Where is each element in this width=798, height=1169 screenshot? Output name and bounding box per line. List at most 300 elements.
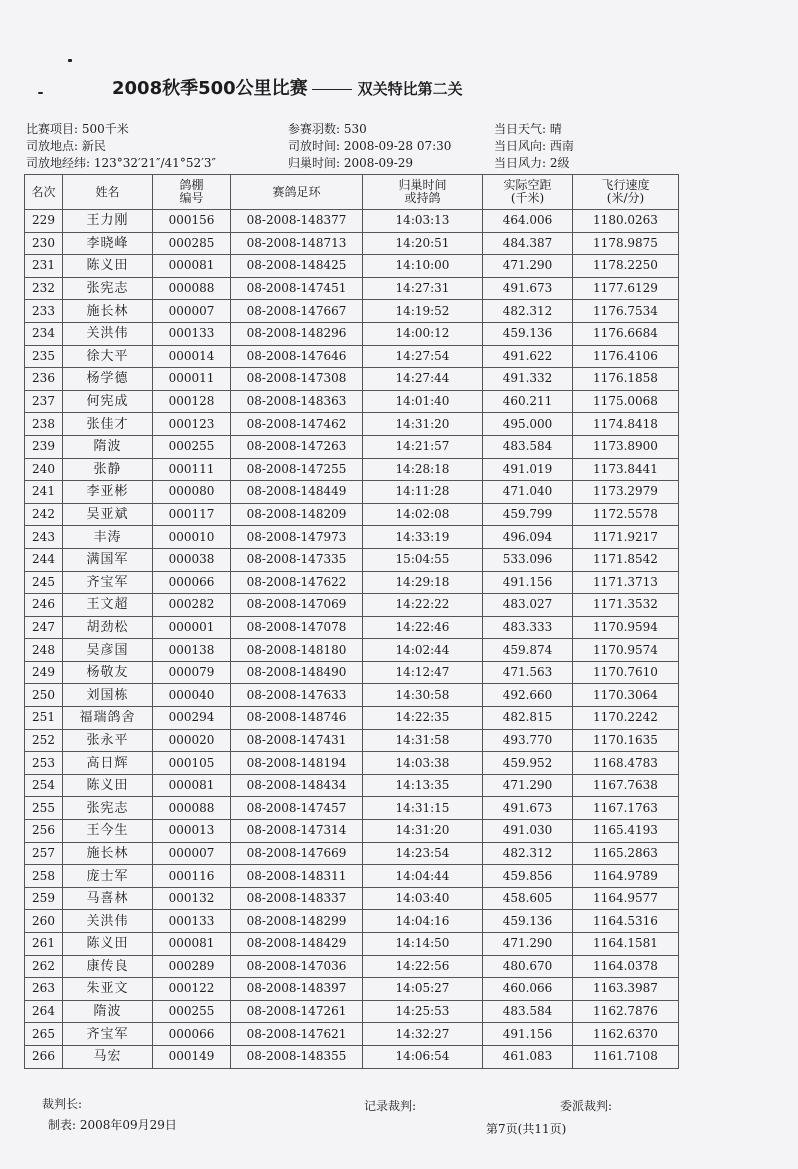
cell-speed: 1170.7610 xyxy=(573,661,679,684)
cell-name: 朱亚文 xyxy=(63,978,153,1001)
cell-name: 胡劲松 xyxy=(63,616,153,639)
cell-loft: 000010 xyxy=(153,526,231,549)
cell-ring: 08-2008-147973 xyxy=(231,526,363,549)
cell-speed: 1176.4106 xyxy=(573,345,679,368)
cell-speed: 1170.9574 xyxy=(573,639,679,662)
cell-ring: 08-2008-147669 xyxy=(231,842,363,865)
cell-ring: 08-2008-148449 xyxy=(231,481,363,504)
cell-loft: 000105 xyxy=(153,752,231,775)
col-ring: 赛鸽足环 xyxy=(231,175,363,210)
wind-direction: 当日风向: 西南 xyxy=(494,139,574,153)
cell-name: 李晓峰 xyxy=(63,232,153,255)
table-row xyxy=(25,368,679,391)
cell-rank: 263 xyxy=(25,978,63,1001)
cell-ring: 08-2008-148180 xyxy=(231,639,363,662)
cell-arrival: 14:03:13 xyxy=(363,210,483,233)
cell-loft: 000149 xyxy=(153,1045,231,1068)
cell-arrival: 14:28:18 xyxy=(363,458,483,481)
cell-speed: 1177.6129 xyxy=(573,277,679,300)
cell-ring: 08-2008-148377 xyxy=(231,210,363,233)
cell-speed: 1171.9217 xyxy=(573,526,679,549)
cell-rank: 264 xyxy=(25,1000,63,1023)
table-row xyxy=(25,842,679,865)
cell-rank: 253 xyxy=(25,752,63,775)
cell-loft: 000116 xyxy=(153,865,231,888)
table-row xyxy=(25,345,679,368)
cell-distance: 491.622 xyxy=(483,345,573,368)
cell-arrival: 14:01:40 xyxy=(363,390,483,413)
cell-ring: 08-2008-148209 xyxy=(231,503,363,526)
cell-loft: 000079 xyxy=(153,661,231,684)
table-row xyxy=(25,1023,679,1046)
cell-speed: 1172.5578 xyxy=(573,503,679,526)
cell-rank: 236 xyxy=(25,368,63,391)
table-row xyxy=(25,639,679,662)
cell-distance: 471.290 xyxy=(483,933,573,956)
cell-ring: 08-2008-147646 xyxy=(231,345,363,368)
table-row xyxy=(25,458,679,481)
cell-loft: 000013 xyxy=(153,820,231,843)
cell-speed: 1178.9875 xyxy=(573,232,679,255)
cell-arrival: 14:33:19 xyxy=(363,526,483,549)
cell-ring: 08-2008-147261 xyxy=(231,1000,363,1023)
table-row xyxy=(25,413,679,436)
cell-name: 王文超 xyxy=(63,594,153,617)
table-row xyxy=(25,390,679,413)
cell-rank: 250 xyxy=(25,684,63,707)
cell-rank: 248 xyxy=(25,639,63,662)
table-row xyxy=(25,232,679,255)
cell-arrival: 14:02:44 xyxy=(363,639,483,662)
cell-rank: 235 xyxy=(25,345,63,368)
cell-loft: 000255 xyxy=(153,1000,231,1023)
cell-speed: 1171.3532 xyxy=(573,594,679,617)
table-row xyxy=(25,255,679,278)
cell-ring: 08-2008-148746 xyxy=(231,707,363,730)
cell-name: 隋波 xyxy=(63,435,153,458)
cell-ring: 08-2008-147457 xyxy=(231,797,363,820)
cell-name: 杨学德 xyxy=(63,368,153,391)
cell-distance: 471.563 xyxy=(483,661,573,684)
table-row xyxy=(25,435,679,458)
cell-rank: 241 xyxy=(25,481,63,504)
cell-distance: 482.312 xyxy=(483,842,573,865)
cell-name: 齐宝军 xyxy=(63,1023,153,1046)
cell-speed: 1178.2250 xyxy=(573,255,679,278)
cell-ring: 08-2008-147667 xyxy=(231,300,363,323)
cell-speed: 1161.7108 xyxy=(573,1045,679,1068)
cell-ring: 08-2008-148713 xyxy=(231,232,363,255)
cell-ring: 08-2008-147622 xyxy=(231,571,363,594)
cell-arrival: 14:32:27 xyxy=(363,1023,483,1046)
chief-judge-label: 裁判长: xyxy=(42,1097,83,1111)
cell-distance: 459.874 xyxy=(483,639,573,662)
cell-arrival: 14:00:12 xyxy=(363,322,483,345)
table-row xyxy=(25,1045,679,1068)
cell-ring: 08-2008-148311 xyxy=(231,865,363,888)
release-coords: 司放地经纬: 123°32′21″/41°52′3″ xyxy=(26,156,216,170)
cell-rank: 246 xyxy=(25,594,63,617)
cell-speed: 1171.3713 xyxy=(573,571,679,594)
cell-arrival: 14:22:46 xyxy=(363,616,483,639)
cell-rank: 259 xyxy=(25,887,63,910)
cell-distance: 483.584 xyxy=(483,1000,573,1023)
cell-distance: 491.019 xyxy=(483,458,573,481)
cell-speed: 1164.0378 xyxy=(573,955,679,978)
cell-rank: 266 xyxy=(25,1045,63,1068)
cell-name: 隋波 xyxy=(63,1000,153,1023)
cell-ring: 08-2008-148397 xyxy=(231,978,363,1001)
cell-rank: 252 xyxy=(25,729,63,752)
col-arrival: 归巢时间 或持鸽 xyxy=(363,175,483,210)
cell-arrival: 14:21:57 xyxy=(363,435,483,458)
cell-rank: 249 xyxy=(25,661,63,684)
cell-rank: 254 xyxy=(25,774,63,797)
cell-speed: 1176.1858 xyxy=(573,368,679,391)
cell-speed: 1170.2242 xyxy=(573,707,679,730)
cell-ring: 08-2008-147308 xyxy=(231,368,363,391)
cell-ring: 08-2008-147335 xyxy=(231,548,363,571)
col-name: 姓名 xyxy=(63,175,153,210)
table-row xyxy=(25,277,679,300)
col-loft: 鸽棚 编号 xyxy=(153,175,231,210)
cell-loft: 000014 xyxy=(153,345,231,368)
cell-ring: 08-2008-148434 xyxy=(231,774,363,797)
cell-speed: 1164.5316 xyxy=(573,910,679,933)
cell-loft: 000138 xyxy=(153,639,231,662)
cell-name: 陈义田 xyxy=(63,933,153,956)
cell-loft: 000038 xyxy=(153,548,231,571)
cell-speed: 1168.4783 xyxy=(573,752,679,775)
cell-name: 施长林 xyxy=(63,300,153,323)
cell-speed: 1176.7534 xyxy=(573,300,679,323)
cell-rank: 234 xyxy=(25,322,63,345)
release-time: 司放时间: 2008-09-28 07:30 xyxy=(288,139,452,153)
cell-arrival: 14:31:20 xyxy=(363,820,483,843)
cell-loft: 000285 xyxy=(153,232,231,255)
cell-distance: 491.156 xyxy=(483,1023,573,1046)
cell-rank: 244 xyxy=(25,548,63,571)
cell-loft: 000080 xyxy=(153,481,231,504)
cell-arrival: 14:03:38 xyxy=(363,752,483,775)
cell-speed: 1165.2863 xyxy=(573,842,679,865)
cell-name: 张静 xyxy=(63,458,153,481)
cell-name: 满国军 xyxy=(63,548,153,571)
race-item: 比赛项目: 500千米 xyxy=(26,122,129,136)
cell-arrival: 14:22:22 xyxy=(363,594,483,617)
cell-rank: 260 xyxy=(25,910,63,933)
cell-ring: 08-2008-147263 xyxy=(231,435,363,458)
cell-distance: 491.030 xyxy=(483,820,573,843)
cell-speed: 1170.3064 xyxy=(573,684,679,707)
cell-rank: 247 xyxy=(25,616,63,639)
table-row xyxy=(25,797,679,820)
cell-name: 何宪成 xyxy=(63,390,153,413)
cell-arrival: 14:30:58 xyxy=(363,684,483,707)
cell-name: 高日辉 xyxy=(63,752,153,775)
cell-rank: 240 xyxy=(25,458,63,481)
cell-distance: 459.856 xyxy=(483,865,573,888)
cell-distance: 491.156 xyxy=(483,571,573,594)
cell-name: 陈义田 xyxy=(63,774,153,797)
cell-loft: 000156 xyxy=(153,210,231,233)
cell-name: 王今生 xyxy=(63,820,153,843)
cell-name: 张宪志 xyxy=(63,277,153,300)
cell-loft: 000088 xyxy=(153,797,231,820)
cell-loft: 000133 xyxy=(153,322,231,345)
cell-distance: 461.083 xyxy=(483,1045,573,1068)
title-sub: 双关特比第二关 xyxy=(357,80,463,98)
cell-ring: 08-2008-147255 xyxy=(231,458,363,481)
record-judge-label: 记录裁判: xyxy=(364,1099,417,1113)
cell-arrival: 14:03:40 xyxy=(363,887,483,910)
cell-arrival: 14:13:35 xyxy=(363,774,483,797)
cell-speed: 1173.8900 xyxy=(573,435,679,458)
cell-ring: 08-2008-147462 xyxy=(231,413,363,436)
cell-speed: 1162.7876 xyxy=(573,1000,679,1023)
cell-arrival: 14:06:54 xyxy=(363,1045,483,1068)
cell-arrival: 14:19:52 xyxy=(363,300,483,323)
speck xyxy=(38,92,43,94)
cell-loft: 000111 xyxy=(153,458,231,481)
cell-speed: 1164.1581 xyxy=(573,933,679,956)
cell-ring: 08-2008-147621 xyxy=(231,1023,363,1046)
results-table xyxy=(24,174,679,1069)
cell-speed: 1164.9577 xyxy=(573,887,679,910)
cell-rank: 239 xyxy=(25,435,63,458)
cell-distance: 491.332 xyxy=(483,368,573,391)
cell-arrival: 14:22:56 xyxy=(363,955,483,978)
cell-arrival: 14:14:50 xyxy=(363,933,483,956)
cell-arrival: 14:27:44 xyxy=(363,368,483,391)
cell-speed: 1163.3987 xyxy=(573,978,679,1001)
cell-rank: 229 xyxy=(25,210,63,233)
cell-arrival: 14:31:15 xyxy=(363,797,483,820)
cell-name: 齐宝军 xyxy=(63,571,153,594)
cell-rank: 251 xyxy=(25,707,63,730)
cell-name: 李亚彬 xyxy=(63,481,153,504)
cell-distance: 459.136 xyxy=(483,322,573,345)
commission-judge-label: 委派裁判: xyxy=(560,1099,613,1113)
cell-ring: 08-2008-148194 xyxy=(231,752,363,775)
cell-distance: 483.027 xyxy=(483,594,573,617)
cell-loft: 000066 xyxy=(153,1023,231,1046)
cell-speed: 1167.1763 xyxy=(573,797,679,820)
cell-distance: 471.290 xyxy=(483,774,573,797)
cell-distance: 491.673 xyxy=(483,277,573,300)
pigeon-count: 参赛羽数: 530 xyxy=(288,122,367,136)
cell-ring: 08-2008-148425 xyxy=(231,255,363,278)
cell-rank: 256 xyxy=(25,820,63,843)
table-row xyxy=(25,752,679,775)
cell-name: 杨敬友 xyxy=(63,661,153,684)
table-row xyxy=(25,707,679,730)
cell-name: 张佳才 xyxy=(63,413,153,436)
page-number: 第7页(共11页) xyxy=(486,1122,567,1136)
cell-rank: 257 xyxy=(25,842,63,865)
cell-loft: 000117 xyxy=(153,503,231,526)
cell-rank: 238 xyxy=(25,413,63,436)
table-row xyxy=(25,526,679,549)
cell-distance: 460.211 xyxy=(483,390,573,413)
cell-distance: 493.770 xyxy=(483,729,573,752)
cell-speed: 1165.4193 xyxy=(573,820,679,843)
cell-name: 陈义田 xyxy=(63,255,153,278)
cell-ring: 08-2008-147069 xyxy=(231,594,363,617)
cell-loft: 000081 xyxy=(153,774,231,797)
cell-loft: 000255 xyxy=(153,435,231,458)
cell-name: 庞士军 xyxy=(63,865,153,888)
title-main: 2008秋季500公里比赛 xyxy=(112,78,308,99)
cell-ring: 08-2008-148355 xyxy=(231,1045,363,1068)
cell-speed: 1175.0068 xyxy=(573,390,679,413)
cell-rank: 233 xyxy=(25,300,63,323)
cell-name: 徐大平 xyxy=(63,345,153,368)
cell-name: 康传良 xyxy=(63,955,153,978)
table-row xyxy=(25,210,679,233)
cell-rank: 243 xyxy=(25,526,63,549)
cell-rank: 258 xyxy=(25,865,63,888)
cell-distance: 471.290 xyxy=(483,255,573,278)
cell-rank: 231 xyxy=(25,255,63,278)
col-distance: 实际空距 (千米) xyxy=(483,175,573,210)
table-row xyxy=(25,481,679,504)
table-row xyxy=(25,978,679,1001)
table-row xyxy=(25,820,679,843)
table-row xyxy=(25,910,679,933)
cell-name: 张宪志 xyxy=(63,797,153,820)
cell-arrival: 14:10:00 xyxy=(363,255,483,278)
cell-speed: 1171.8542 xyxy=(573,548,679,571)
table-row xyxy=(25,300,679,323)
table-row xyxy=(25,1000,679,1023)
cell-speed: 1170.1635 xyxy=(573,729,679,752)
cell-loft: 000282 xyxy=(153,594,231,617)
cell-ring: 08-2008-148429 xyxy=(231,933,363,956)
cell-loft: 000001 xyxy=(153,616,231,639)
cell-distance: 482.815 xyxy=(483,707,573,730)
speck xyxy=(68,59,72,62)
cell-arrival: 14:29:18 xyxy=(363,571,483,594)
cell-rank: 245 xyxy=(25,571,63,594)
cell-distance: 491.673 xyxy=(483,797,573,820)
table-row xyxy=(25,865,679,888)
cell-arrival: 15:04:55 xyxy=(363,548,483,571)
return-time: 归巢时间: 2008-09-29 xyxy=(288,156,414,170)
cell-arrival: 14:12:47 xyxy=(363,661,483,684)
wind-force: 当日风力: 2级 xyxy=(494,156,570,170)
cell-loft: 000040 xyxy=(153,684,231,707)
cell-distance: 482.312 xyxy=(483,300,573,323)
table-row xyxy=(25,729,679,752)
table-row xyxy=(25,571,679,594)
table-row xyxy=(25,322,679,345)
cell-name: 张永平 xyxy=(63,729,153,752)
cell-arrival: 14:05:27 xyxy=(363,978,483,1001)
cell-loft: 000007 xyxy=(153,300,231,323)
cell-distance: 458.605 xyxy=(483,887,573,910)
cell-loft: 000066 xyxy=(153,571,231,594)
cell-distance: 483.584 xyxy=(483,435,573,458)
table-row xyxy=(25,616,679,639)
cell-loft: 000133 xyxy=(153,910,231,933)
table-row xyxy=(25,594,679,617)
cell-speed: 1164.9789 xyxy=(573,865,679,888)
cell-distance: 496.094 xyxy=(483,526,573,549)
cell-arrival: 14:11:28 xyxy=(363,481,483,504)
cell-rank: 232 xyxy=(25,277,63,300)
cell-ring: 08-2008-147314 xyxy=(231,820,363,843)
cell-ring: 08-2008-147431 xyxy=(231,729,363,752)
cell-speed: 1162.6370 xyxy=(573,1023,679,1046)
cell-speed: 1173.2979 xyxy=(573,481,679,504)
table-row xyxy=(25,661,679,684)
cell-arrival: 14:27:54 xyxy=(363,345,483,368)
cell-loft: 000294 xyxy=(153,707,231,730)
cell-distance: 484.387 xyxy=(483,232,573,255)
cell-distance: 483.333 xyxy=(483,616,573,639)
cell-ring: 08-2008-147036 xyxy=(231,955,363,978)
table-row xyxy=(25,503,679,526)
cell-arrival: 14:23:54 xyxy=(363,842,483,865)
cell-arrival: 14:27:31 xyxy=(363,277,483,300)
cell-rank: 255 xyxy=(25,797,63,820)
cell-name: 丰涛 xyxy=(63,526,153,549)
weather: 当日天气: 晴 xyxy=(494,122,562,136)
cell-ring: 08-2008-148490 xyxy=(231,661,363,684)
table-header-row xyxy=(25,175,679,210)
cell-rank: 242 xyxy=(25,503,63,526)
cell-arrival: 14:25:53 xyxy=(363,1000,483,1023)
cell-name: 吴彦国 xyxy=(63,639,153,662)
cell-arrival: 14:22:35 xyxy=(363,707,483,730)
cell-name: 王力刚 xyxy=(63,210,153,233)
cell-ring: 08-2008-147078 xyxy=(231,616,363,639)
cell-distance: 459.799 xyxy=(483,503,573,526)
cell-arrival: 14:02:08 xyxy=(363,503,483,526)
cell-ring: 08-2008-147451 xyxy=(231,277,363,300)
cell-loft: 000123 xyxy=(153,413,231,436)
cell-loft: 000088 xyxy=(153,277,231,300)
cell-name: 刘国栋 xyxy=(63,684,153,707)
cell-ring: 08-2008-148337 xyxy=(231,887,363,910)
cell-name: 吴亚斌 xyxy=(63,503,153,526)
cell-name: 关洪伟 xyxy=(63,322,153,345)
cell-arrival: 14:04:44 xyxy=(363,865,483,888)
cell-loft: 000081 xyxy=(153,933,231,956)
cell-speed: 1180.0263 xyxy=(573,210,679,233)
table-row xyxy=(25,774,679,797)
title-underline xyxy=(312,89,352,90)
page-title xyxy=(112,74,463,100)
cell-loft: 000122 xyxy=(153,978,231,1001)
cell-loft: 000007 xyxy=(153,842,231,865)
cell-distance: 533.096 xyxy=(483,548,573,571)
cell-arrival: 14:20:51 xyxy=(363,232,483,255)
cell-distance: 460.066 xyxy=(483,978,573,1001)
release-site: 司放地点: 新民 xyxy=(26,139,106,153)
cell-distance: 480.670 xyxy=(483,955,573,978)
cell-ring: 08-2008-147633 xyxy=(231,684,363,707)
cell-speed: 1176.6684 xyxy=(573,322,679,345)
cell-loft: 000020 xyxy=(153,729,231,752)
cell-ring: 08-2008-148299 xyxy=(231,910,363,933)
table-row xyxy=(25,933,679,956)
cell-name: 马宏 xyxy=(63,1045,153,1068)
cell-arrival: 14:31:20 xyxy=(363,413,483,436)
cell-speed: 1174.8418 xyxy=(573,413,679,436)
cell-loft: 000011 xyxy=(153,368,231,391)
